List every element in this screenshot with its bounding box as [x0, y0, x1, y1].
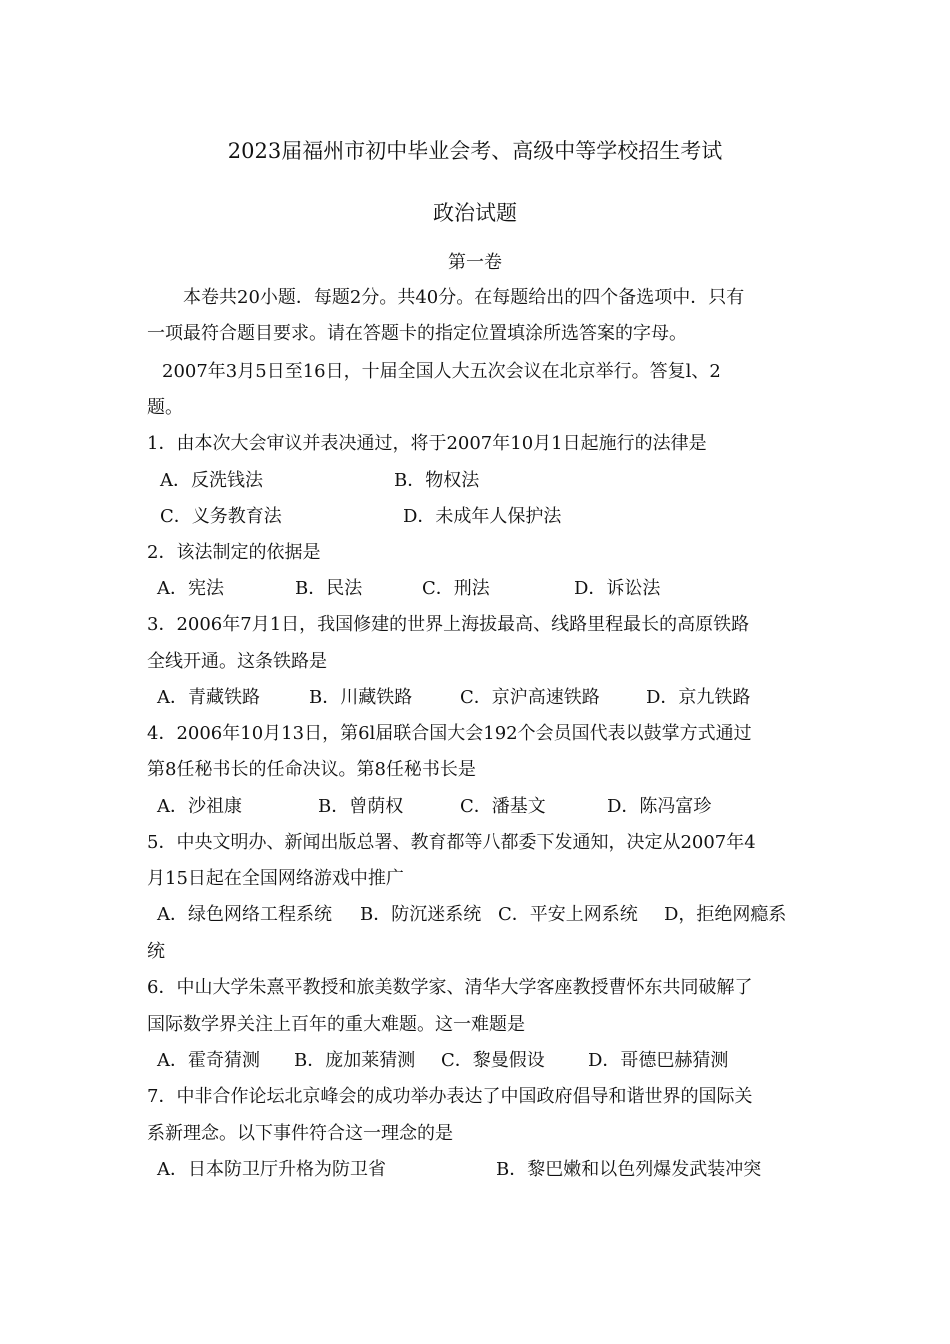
question-2-option-b: B．民法 [295, 578, 363, 599]
question-6-option-a: A．霍奇猜测 [157, 1050, 260, 1071]
exam-title: 2023届福州市初中毕业会考、高级中等学校招生考试 [227, 139, 723, 163]
volume-label: 第一卷 [448, 252, 502, 273]
question-3-stem-line-2: 全线开通。这条铁路是 [147, 651, 327, 672]
question-4-option-a: A．沙祖康 [157, 796, 242, 817]
question-2-option-c: C．刑法 [422, 578, 490, 599]
question-7-option-a: A．日本防卫厅升格为防卫省 [157, 1159, 386, 1180]
question-5-option-d-wrap: 统 [147, 941, 165, 962]
question-1-option-c: C．义务教育法 [160, 506, 282, 527]
question-6-stem-line-1: 6．中山大学朱熹平教授和旅美数学家、清华大学客座教授曹怀东共同破解了 [147, 977, 753, 998]
question-1-stem: 1．由本次大会审议并表决通过，将于2007年10月1日起施行的法律是 [147, 433, 707, 454]
subject-title: 政治试题 [433, 201, 517, 225]
question-6-option-b: B．庞加莱猜测 [294, 1050, 416, 1071]
question-3-option-b: B．川藏铁路 [309, 687, 413, 708]
question-6-option-c: C．黎曼假设 [441, 1050, 545, 1071]
question-2-option-a: A．宪法 [157, 578, 224, 599]
question-2-stem: 2．该法制定的依据是 [147, 542, 321, 563]
question-3-option-a: A．青藏铁路 [157, 687, 260, 708]
question-3-option-c: C．京沪高速铁路 [460, 687, 600, 708]
question-5-option-d: D，拒绝网瘾系 [664, 904, 787, 925]
question-5-stem-line-1: 5．中央文明办、新闻出版总署、教育都等八都委下发通知，决定从2007年4 [147, 832, 756, 853]
question-7-stem-line-1: 7．中非合作论坛北京峰会的成功举办表达了中国政府倡导和谐世界的国际关 [147, 1086, 753, 1107]
instructions-line-2: 一项最符合题目要求。请在答题卡的指定位置填涂所选答案的字母。 [147, 323, 687, 344]
context-line-1: 2007年3月5日至16日，十届全国人大五次会议在北京举行。答复l、2 [162, 361, 721, 382]
instructions-line-1: 本卷共20小题．每题2分。共40分。在每题给出的四个备选项中．只有 [183, 287, 745, 308]
question-5-stem-line-2: 月15日起在全国网络游戏中推广 [147, 868, 404, 889]
question-1-option-b: B．物权法 [394, 470, 480, 491]
question-7-stem-line-2: 系新理念。以下事件符合这一理念的是 [147, 1123, 453, 1144]
question-3-option-d: D．京九铁路 [646, 687, 751, 708]
question-1-option-a: A．反洗钱法 [160, 470, 263, 491]
question-4-option-c: C．潘基文 [460, 796, 546, 817]
question-4-option-b: B．曾荫权 [318, 796, 404, 817]
question-6-stem-line-2: 国际数学界关注上百年的重大难题。这一难题是 [147, 1014, 525, 1035]
question-1-option-d: D．未成年人保护法 [403, 506, 562, 527]
question-5-option-a: A．绿色网络工程系统 [157, 904, 332, 925]
question-4-option-d: D．陈冯富珍 [607, 796, 712, 817]
question-4-stem-line-1: 4．2006年10月13日，第6l届联合国大会192个会员国代表以鼓掌方式通过 [147, 723, 752, 744]
question-7-option-b: B．黎巴嫩和以色列爆发武装冲突 [496, 1159, 762, 1180]
question-6-option-d: D．哥德巴赫猜测 [588, 1050, 729, 1071]
question-3-stem-line-1: 3．2006年7月1日，我国修建的世界上海拔最高、线路里程最长的高原铁路 [147, 614, 750, 635]
question-4-stem-line-2: 第8任秘书长的任命决议。第8任秘书长是 [147, 759, 476, 780]
question-5-option-b: B．防沉迷系统 [360, 904, 482, 925]
question-5-option-c: C．平安上网系统 [498, 904, 638, 925]
question-2-option-d: D．诉讼法 [574, 578, 661, 599]
context-line-2: 题。 [147, 397, 183, 418]
